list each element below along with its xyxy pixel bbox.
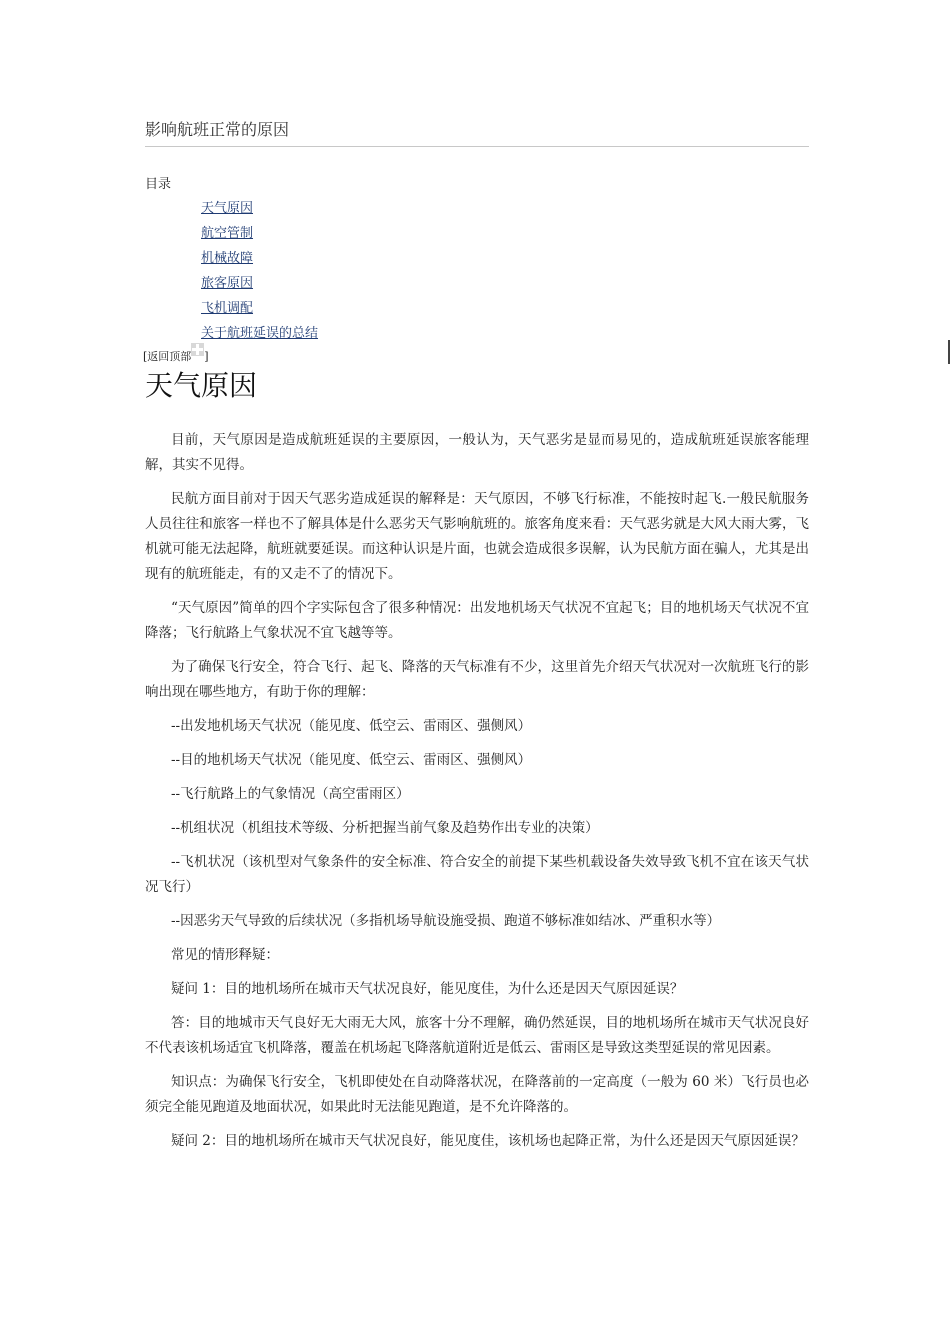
section-body xyxy=(145,428,809,1163)
list-item: --出发地机场天气状况（能见度、低空云、雷雨区、强侧风） xyxy=(171,718,532,734)
back-to-top-close-bracket: ] xyxy=(204,350,209,363)
toc-item xyxy=(201,247,318,272)
toc-link-passenger[interactable]: 旅客原因 xyxy=(201,276,254,291)
paragraph: 知识点：为确保飞行安全，飞机即使处在自动降落状况，在降落前的一定高度（一般为 60 米）飞行员也必须完全能见跑道及地面状况，如果此时无法能见跑道，是不允许降落的。 xyxy=(145,1074,809,1115)
section-title: 天气原因 xyxy=(145,369,258,402)
paragraph: 疑问 1：目的地机场所在城市天气状况良好，能见度佳，为什么还是因天气原因延误？ xyxy=(171,981,684,997)
paragraph: 为了确保飞行安全，符合飞行、起飞、降落的天气标准有不少，这里首先介绍天气状况对一次航班飞行的影响出现在哪些地方，有助于你的理解： xyxy=(145,659,809,700)
toc-item xyxy=(201,322,318,347)
toc-link-summary[interactable]: 关于航班延误的总结 xyxy=(201,326,319,341)
toc-link-air-traffic-control[interactable]: 航空管制 xyxy=(201,226,254,241)
arrow-up-icon[interactable] xyxy=(191,343,204,356)
toc-item xyxy=(201,197,318,222)
list-item: --飞机状况（该机型对气象条件的安全标准、符合安全的前提下某些机载设备失效导致飞机不宜在该天气状况飞行） xyxy=(145,854,809,895)
toc-item xyxy=(201,297,318,322)
paragraph: 疑问 2：目的地机场所在城市天气状况良好，能见度佳，该机场也起降正常，为什么还是因天气原因延误？ xyxy=(171,1133,805,1149)
list-item: --因恶劣天气导致的后续状况（多指机场导航设施受损、跑道不够标准如结冰、严重积水等） xyxy=(171,913,721,929)
toc-list xyxy=(201,197,318,347)
paragraph: 答：目的地城市天气良好无大雨无大风，旅客十分不理解，确仍然延误，目的地机场所在城市天气状况良好不代表该机场适宜飞机降落，覆盖在机场起飞降落航道附近是低云、雷雨区是导致这类型延误的常见因素。 xyxy=(145,1015,809,1056)
toc-link-aircraft-scheduling[interactable]: 飞机调配 xyxy=(201,301,254,316)
back-to-top-link[interactable]: 返回顶部 xyxy=(147,350,192,363)
back-to-top xyxy=(143,348,209,364)
paragraph: 目前，天气原因是造成航班延误的主要原因，一般认为，天气恶劣是显而易见的，造成航班延误旅客能理解，其实不见得。 xyxy=(145,432,809,473)
toc-item xyxy=(201,272,318,297)
toc-heading: 目录 xyxy=(145,177,172,192)
back-to-top-open-bracket: [ xyxy=(143,350,148,363)
title-divider xyxy=(145,146,809,147)
toc-link-mechanical-failure[interactable]: 机械故障 xyxy=(201,251,254,266)
paragraph: 民航方面目前对于因天气恶劣造成延误的解释是：天气原因，不够飞行标准，不能按时起飞.一般民航服务人员往往和旅客一样也不了解具体是什么恶劣天气影响航班的。旅客角度来看：天气恶劣就是大风大雨大雾，飞机就可能无法起降，航班就要延误。而这种认识是片面，也就会造成很多误解，认为民航方面在骗人，尤其是出现有的航班能走，有的又走不了的情况下。 xyxy=(145,491,809,582)
paragraph: 常见的情形释疑： xyxy=(171,947,279,963)
list-item: --目的地机场天气状况（能见度、低空云、雷雨区、强侧风） xyxy=(171,752,532,768)
toc-item xyxy=(201,222,318,247)
list-item: --机组状况（机组技术等级、分析把握当前气象及趋势作出专业的决策） xyxy=(171,820,599,836)
page-title: 影响航班正常的原因 xyxy=(145,120,290,139)
paragraph: “天气原因”简单的四个字实际包含了很多种情况：出发地机场天气状况不宜起飞；目的地机场天气状况不宜降落；飞行航路上气象状况不宜飞越等等。 xyxy=(145,600,809,641)
toc-link-weather[interactable]: 天气原因 xyxy=(201,201,254,216)
list-item: --飞行航路上的气象情况（高空雷雨区） xyxy=(171,786,410,802)
